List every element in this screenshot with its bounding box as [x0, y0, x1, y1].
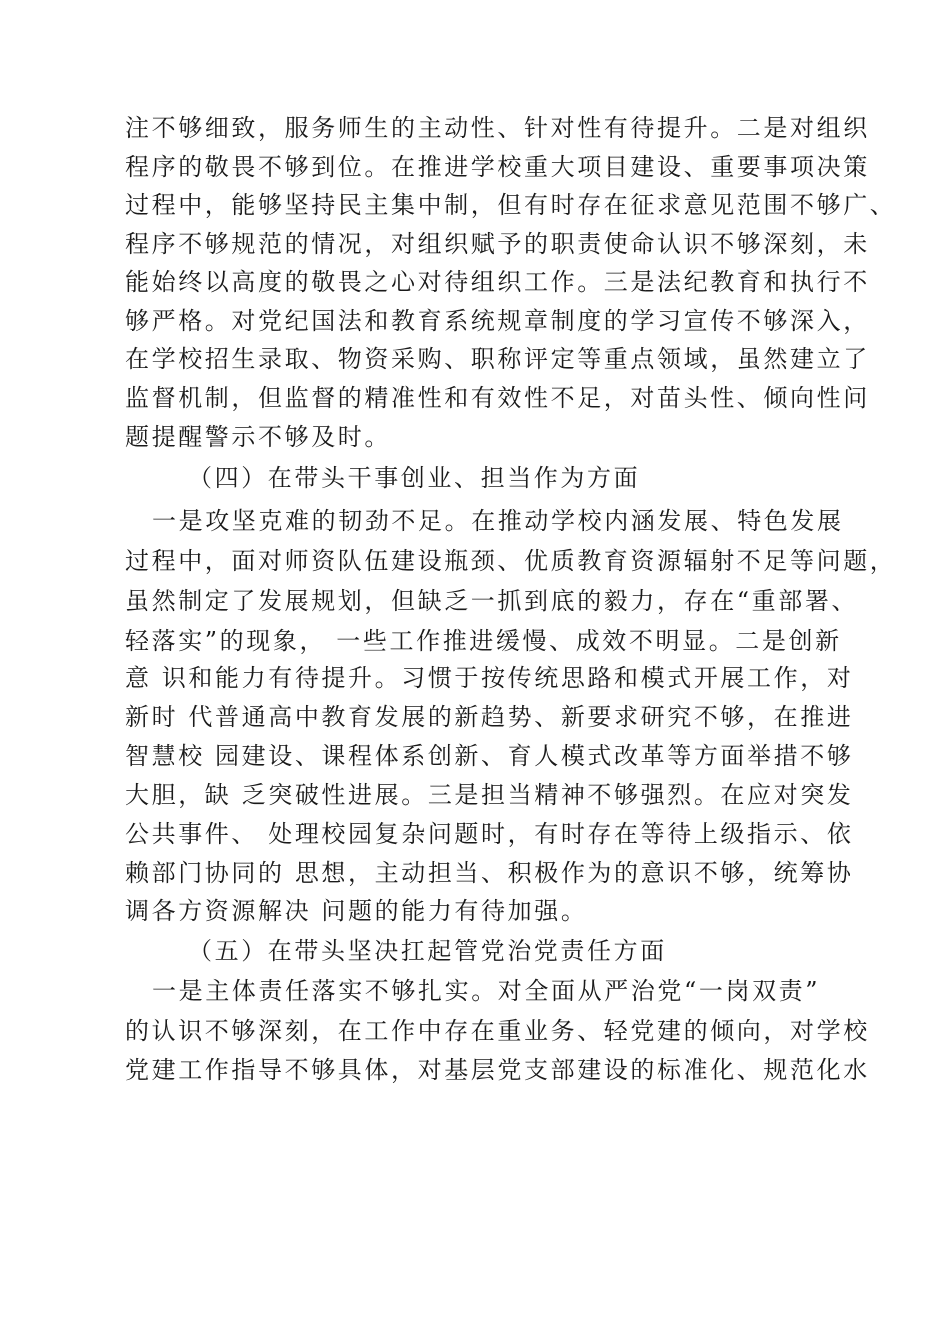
paragraph-line: 新时 代普通高中教育发展的新趋势、新要求研究不够，在推进 [125, 703, 854, 731]
paragraph-line: 程序不够规范的情况，对组织赋予的职责使命认识不够深刻，未 [125, 230, 870, 258]
paragraph-line: 注不够细致，服务师生的主动性、针对性有待提升。二是对组织 [125, 114, 870, 142]
paragraph-line: 在学校招生录取、物资采购、职称评定等重点领域，虽然建立了 [125, 345, 870, 373]
paragraph-line: 大胆，缺 乏突破性进展。三是担当精神不够强烈。在应对突发 [125, 781, 854, 809]
paragraph-line: 过程中，面对师资队伍建设瓶颈、优质教育资源辐射不足等问题， [125, 547, 897, 575]
section-heading-5: （五）在带头坚决扛起管党治党责任方面 [188, 937, 667, 965]
paragraph-line: 智慧校 园建设、课程体系创新、育人模式改革等方面举措不够 [125, 742, 854, 770]
paragraph-line: 公共事件、 处理校园复杂问题时，有时存在等待上级指示、依 [125, 820, 854, 848]
paragraph-line: 的认识不够深刻，在工作中存在重业务、轻党建的倾向，对学校 [125, 1017, 870, 1045]
paragraph-line: 意 识和能力有待提升。习惯于按传统思路和模式开展工作，对 [125, 664, 854, 692]
paragraph-line: 程序的敬畏不够到位。在推进学校重大项目建设、重要事项决策 [125, 153, 870, 181]
paragraph-line: 党建工作指导不够具体，对基层党支部建设的标准化、规范化水 [125, 1056, 870, 1084]
paragraph-line: 题提醒警示不够及时。 [125, 423, 391, 451]
section-heading-4: （四）在带头干事创业、担当作为方面 [188, 464, 641, 492]
paragraph-line: 虽然制定了发展规划，但缺乏一抓到底的毅力，存在“重部署、 [125, 587, 859, 615]
paragraph-line: 轻落实”的现象， 一些工作推进缓慢、成效不明显。二是创新 [125, 627, 842, 655]
paragraph-line: 一是主体责任落实不够扎实。对全面从严治党“一岗双责” [152, 977, 821, 1005]
paragraph-line: 够严格。对党纪国法和教育系统规章制度的学习宣传不够深入， [125, 307, 870, 335]
paragraph-line: 赖部门协同的 思想，主动担当、积极作为的意识不够，统筹协 [125, 859, 854, 887]
paragraph-line: 一是攻坚克难的韧劲不足。在推动学校内涵发展、特色发展 [152, 507, 844, 535]
paragraph-line: 调各方资源解决 问题的能力有待加强。 [125, 897, 588, 925]
paragraph-line: 过程中，能够坚持民主集中制，但有时存在征求意见范围不够广、 [125, 191, 897, 219]
paragraph-line: 监督机制，但监督的精准性和有效性不足，对苗头性、倾向性问 [125, 384, 870, 412]
paragraph-line: 能始终以高度的敬畏之心对待组织工作。三是法纪教育和执行不 [125, 268, 870, 296]
